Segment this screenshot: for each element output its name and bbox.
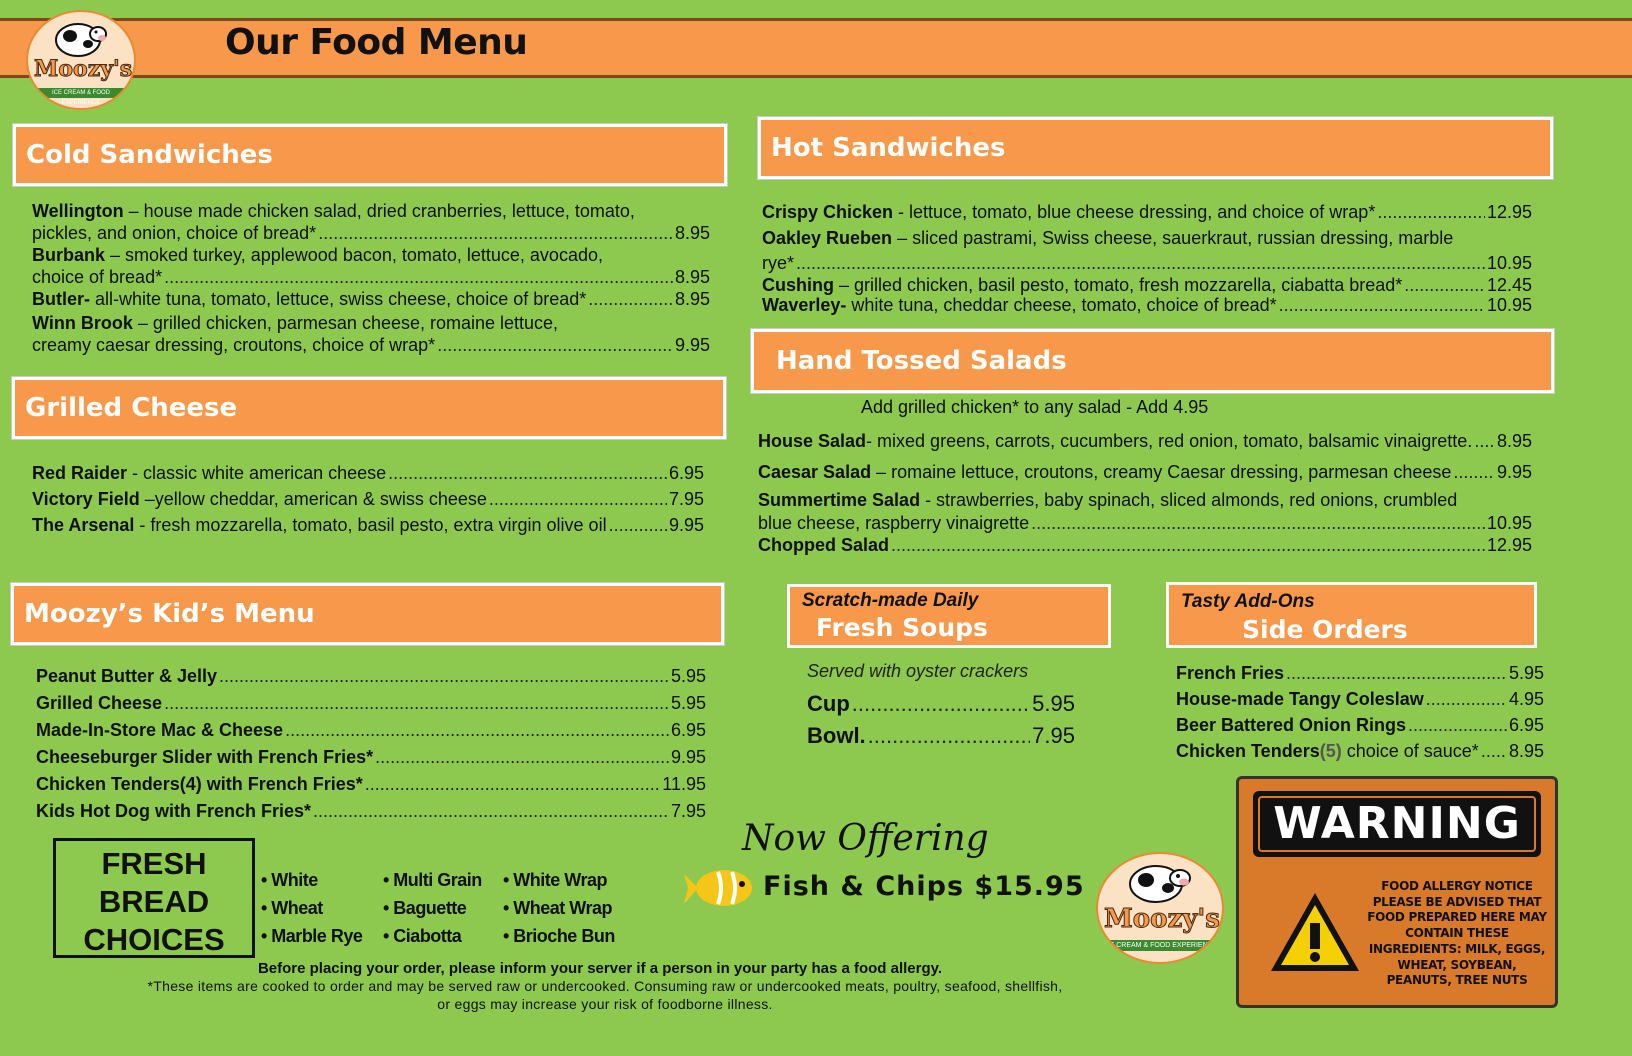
menu-item: The Arsenal - fresh mozzarella, tomato, basil pesto, extra virgin olive oil ..... 9.95: [32, 512, 704, 538]
price: 8.95: [674, 267, 710, 287]
bread-option: • Wheat: [261, 898, 323, 918]
consumer-advisory: *These items are cooked to order and may be served raw or undercooked. Consuming raw or undercooked meats, poultry, seafood, shellfish,: [147, 978, 1063, 994]
menu-item: Grilled Cheese ..... 5.95: [36, 690, 706, 717]
price: 8.95: [674, 289, 710, 309]
menu-item: Cheeseburger Slider with French Fries* ..... 9.95: [36, 744, 706, 771]
menu-item-line: pickles, and onion, choice of bread* ..... 8.95: [32, 222, 710, 244]
promo-offer: Fish & Chips $15.95: [763, 871, 1085, 902]
bread-column: [503, 866, 615, 950]
bread-option: • Brioche Bun: [503, 926, 615, 946]
bread-title-line: CHOICES: [83, 922, 225, 957]
menu-item: Chopped Salad ..... 12.95: [758, 534, 1532, 556]
menu-item: Caesar Salad – romaine lettuce, croutons, creamy Caesar dressing, parmesan cheese ..... 9.95: [758, 457, 1532, 488]
price: 7.95: [668, 489, 704, 509]
price: 5.95: [670, 666, 706, 686]
price: 8.95: [1508, 741, 1544, 761]
soups-list: [807, 688, 1075, 752]
bread-option: • Baguette: [383, 898, 467, 918]
page-title: Our Food Menu: [225, 22, 528, 63]
price: 12.45: [1486, 275, 1532, 295]
menu-item-line: rye* ..... 10.95: [762, 251, 1532, 275]
sides-list: [1176, 660, 1544, 764]
bread-option: • White Wrap: [503, 870, 607, 890]
logo-tagline: ICE CREAM & FOOD EXPERIENCE: [32, 88, 130, 98]
bread-choices-box: [53, 838, 255, 958]
menu-item: French Fries ..... 5.95: [1176, 660, 1544, 686]
menu-item: Cushing – grilled chicken, basil pesto, tomato, fresh mozzarella, ciabatta bread* ..... 12.45: [762, 275, 1532, 295]
salads-header: Hand Tossed Salads: [751, 329, 1554, 393]
sides-header: [1166, 582, 1537, 648]
menu-item: Butler- all-white tuna, tomato, lettuce, swiss cheese, choice of bread* ..... 8.95: [32, 288, 710, 310]
salads-list: [758, 426, 1532, 556]
grilled-cheese-header: Grilled Cheese: [12, 377, 726, 439]
menu-item: Made-In-Store Mac & Cheese ..... 6.95: [36, 717, 706, 744]
moozys-logo: [1096, 852, 1224, 964]
moozys-logo: [26, 10, 136, 110]
warning-title: WARNING: [1258, 796, 1536, 852]
bread-option: • Ciabotta: [383, 926, 462, 946]
menu-item: Crispy Chicken - lettuce, tomato, blue cheese dressing, and choice of wrap* ..... 12.95: [762, 199, 1532, 225]
logo-text: Moozy's: [34, 56, 133, 82]
soups-subtitle: Scratch-made Daily: [802, 590, 979, 611]
allergy-notice: FOOD ALLERGY NOTICE PLEASE BE ADVISED THAT FOOD PREPARED HERE MAY CONTAIN THESE INGREDIENTS: MILK, EGGS, WHEAT, SOYBEAN, PEANUTS, TREE NUTS: [1367, 879, 1547, 988]
menu-item: Victory Field –yellow cheddar, american & swiss cheese ..... 7.95: [32, 486, 704, 512]
price: 5.95: [1508, 663, 1544, 683]
sides-title: Side Orders: [1242, 615, 1408, 644]
cold-sandwiches-list: [32, 200, 710, 356]
menu-item: Waverley- white tuna, cheddar cheese, tomato, choice of bread* ..... 10.95: [762, 295, 1532, 315]
price: 7.95: [1032, 723, 1075, 748]
kids-menu-header: Moozy’s Kid’s Menu: [11, 583, 724, 645]
menu-item: Kids Hot Dog with French Fries* ..... 7.95: [36, 798, 706, 825]
bread-option: • Multi Grain: [383, 870, 482, 890]
sides-subtitle: Tasty Add-Ons: [1181, 591, 1315, 612]
menu-item: Cup ..... 5.95: [807, 688, 1075, 720]
bread-option: • Wheat Wrap: [503, 898, 612, 918]
soups-header: [787, 584, 1111, 648]
menu-item: Peanut Butter & Jelly ..... 5.95: [36, 663, 706, 690]
price: 6.95: [1508, 715, 1544, 735]
soups-title: Fresh Soups: [816, 613, 988, 642]
price: 12.95: [1486, 535, 1532, 555]
caution-triangle-icon: [1267, 889, 1363, 975]
menu-item: Summertime Salad - strawberries, baby spinach, sliced almonds, red onions, crumbled: [758, 490, 1458, 510]
menu-item: Winn Brook – grilled chicken, parmesan cheese, romaine lettuce,: [32, 313, 559, 333]
promo-headline: Now Offering: [742, 818, 989, 859]
menu-item-line: choice of bread* ..... 8.95: [32, 266, 710, 288]
bread-option: • White: [261, 870, 318, 890]
bread-column: [383, 866, 482, 950]
price: 7.95: [670, 801, 706, 821]
kids-menu-list: [36, 663, 706, 825]
warning-banner: [1253, 791, 1541, 857]
price: 10.95: [1486, 295, 1532, 315]
logo-text: Moozy's: [1104, 904, 1220, 934]
hot-sandwiches-list: [762, 199, 1532, 315]
menu-item: Chicken Tenders(5) choice of sauce* ..... 8.95: [1176, 738, 1544, 764]
price: 6.95: [670, 720, 706, 740]
grilled-cheese-list: [32, 460, 704, 538]
price: 5.95: [670, 693, 706, 713]
cold-sandwiches-header: Cold Sandwiches: [13, 124, 727, 186]
fish-icon: [684, 860, 756, 918]
menu-item: Chicken Tenders(4) with French Fries* ..... 11.95: [36, 771, 706, 798]
menu-item: Oakley Rueben – sliced pastrami, Swiss cheese, sauerkraut, russian dressing, marble: [762, 228, 1454, 248]
menu-item-line: blue cheese, raspberry vinaigrette ..... 10.95: [758, 512, 1532, 534]
logo-tagline: ICE CREAM & FOOD EXPERIENCE: [1102, 942, 1218, 949]
bread-option: • Marble Rye: [261, 926, 363, 946]
price: 9.95: [670, 747, 706, 767]
price: 9.95: [1496, 462, 1532, 482]
price: 8.95: [1496, 431, 1532, 451]
menu-item: House-made Tangy Coleslaw ..... 4.95: [1176, 686, 1544, 712]
menu-item: Wellington – house made chicken salad, dried cranberries, lettuce, tomato,: [32, 201, 635, 221]
hot-sandwiches-header: Hot Sandwiches: [758, 117, 1553, 179]
price: 11.95: [662, 774, 706, 794]
price: 10.95: [1486, 513, 1532, 533]
bread-title-line: FRESH: [101, 846, 207, 881]
allergy-warning-sign: [1236, 776, 1558, 1008]
price: 12.95: [1486, 202, 1532, 222]
menu-item: House Salad- mixed greens, carrots, cucumbers, red onion, tomato, balsamic vinaigrette. ..... 8.95: [758, 426, 1532, 457]
allergy-disclaimer: Before placing your order, please inform your server if a person in your party has a food allergy.: [257, 960, 943, 977]
price: 6.95: [668, 463, 704, 483]
bread-column: [261, 866, 362, 950]
price: 9.95: [668, 515, 704, 535]
salad-note: Add grilled chicken* to any salad - Add 4.95: [861, 397, 1209, 417]
menu-item-line: creamy caesar dressing, croutons, choice of wrap* ..... 9.95: [32, 334, 710, 356]
menu-item: Beer Battered Onion Rings ..... 6.95: [1176, 712, 1544, 738]
menu-item: Bowl. ..... 7.95: [807, 720, 1075, 752]
consumer-advisory-cont: or eggs may increase your risk of foodborne illness.: [437, 996, 773, 1012]
price: 8.95: [674, 223, 710, 243]
price: 5.95: [1032, 691, 1075, 716]
price: 10.95: [1486, 253, 1532, 273]
menu-item: Burbank – smoked turkey, applewood bacon, tomato, lettuce, avocado,: [32, 245, 603, 265]
price: 9.95: [674, 335, 710, 355]
menu-item: Red Raider - classic white american cheese ..... 6.95: [32, 460, 704, 486]
soups-note: Served with oyster crackers: [807, 661, 1029, 681]
bread-title-line: BREAD: [98, 884, 210, 919]
price: 4.95: [1508, 689, 1544, 709]
